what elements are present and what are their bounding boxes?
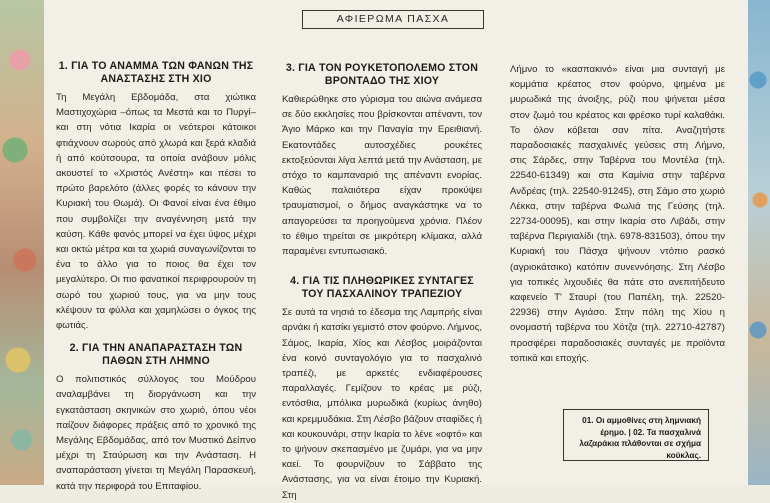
left-photo-strip: [0, 0, 44, 485]
photo-caption: 01. Οι αμμοθίνες στη λημνιακή έρημο. | 02. Τα πασχαλινά λαζαράκια πλάθονται σε σχήμα κούκλας.: [563, 409, 709, 461]
article-4-body-part1: Σε αυτά τα νησιά το έδεσμα της Λαμπρής είναι αρνάκι ή κατσίκι γεμιστό στον φούρνο. Λήμνος, Σάμος, Ικαρία, Χίος και Λέσβος μοιράζονται ένα κοινό συνταγολόγιο για το πασχαλινό τραπέζι, με αρκετές ενδιαφέρουσες παραλλαγές. Γεμίζουν το κρέας με ρύζι, εντόσθια, μπόλικα μυρωδικά (κυρίως άνηθο) και κρεμμυδάκια. Στη Λέσβο βάζουν σταφίδες ή και κουκουνάρι, στην Ικαρία το λένε «οφτό» και το ψήνουν σκεπασμένο με ζυμάρι, για να μην καεί. Το φουρνίζουν το Σάββατο της Ανάστασης, για να είναι έτοιμο την Κυριακή. Στη: [282, 307, 482, 501]
article-2-heading: 2. ΓΙΑ ΤΗΝ ΑΝΑΠΑΡΑΣΤΑΣΗ ΤΩΝ ΠΑΘΩΝ ΣΤΗ ΛΗΜΝΟ: [69, 342, 243, 368]
column-3: [510, 62, 725, 366]
column-1: [56, 60, 256, 494]
article-3-body: Καθιερώθηκε στο γύρισμα του αιώνα ανάμεσα σε δύο εκκλησίες που βρίσκονται απέναντι, τον Άγιο Μάρκο και την Παναγία την Ερειθιανή. Εκατοντάδες αυτοσχέδιες ρουκέτες εκτοξεύονται λίγα λεπτά μετά την Ανάσταση, με στόχο το καμπαναριό της απέναντι ενορίας. Καθώς παλαιότερα είχαν προκύψει τραυματισμοί, ο δήμος αναγκάστηκε να το απαγορεύσει τα προηγούμενα χρόνια. Πλέον το έθιμο τηρείται σε μικρότερη κλίμακα, αλλά παραμένει εντυπωσιακό.: [282, 94, 482, 258]
column-2: [282, 62, 482, 503]
spacer: [56, 333, 256, 342]
article-4-heading: 4. ΓΙΑ ΤΙΣ ΠΛΗΘΩΡΙΚΕΣ ΣΥΝΤΑΓΕΣ ΤΟΥ ΠΑΣΧΑΛΙΝΟΥ ΤΡΑΠΕΖΙΟΥ: [290, 275, 474, 301]
article-1-body: Τη Μεγάλη Εβδομάδα, στα χιώτικα Μαστιχοχώρια –όπως τα Μεστά και το Πυργί– και στη νότια Ικαρία οι νεότεροι κάτοικοι φτιάχνουν σωρούς από χλωρά και ξερά κλαδιά ή από κούτσουρα, τα οποία ανάβουν μόλις ακουστεί το «Χριστός Ανέστη» και πέσει το πρώτο βαρελότο (άλλες φορές το κάνουν την Κυριακή του Θωμά). Οι Φανοί είναι ένα έθιμο που συμβολίζει την αναγέννηση μετά την καύση. Κάθε φανός μπορεί να έχει ύψος μέχρι και οκτώ μέτρα και τα χωριά συναγωνίζονται το ένα το άλλο για το ποιος θα έχει τον μεγαλύτερο. Οι πιο φανατικοί περιφρουρούν τη σωρό του χωριού τους, για να μην τους κλέψουν τα φύλλα και χαμηλώσει ο όγκος της φωτιάς.: [56, 92, 256, 332]
spacer: [282, 259, 482, 275]
section-label: ΑΦΙΕΡΩΜΑ ΠΑΣΧΑ: [302, 10, 484, 29]
right-photo-strip: [748, 0, 770, 485]
article-1-heading: 1. ΓΙΑ ΤΟ ΑΝΑΜΜΑ ΤΩΝ ΦΑΝΩΝ ΤΗΣ ΑΝΑΣΤΑΣΗΣ ΣΤΗ ΧΙΟ: [58, 60, 254, 85]
article-2-body: Ο πολιτιστικός σύλλογος του Μούδρου αναλαμβάνει τη διοργάνωση και την εγκατάσταση σκηνικών στο χωριό, όπου νέοι παίζουν διάφορες πράξεις από το χρονικό της Μεγάλης Εβδομάδας, από τον Μυστικό Δείπνο μέχρι τη Σταύρωση και την Ανάσταση. Η αναπαράσταση γίνεται τη Μεγάλη Παρασκευή, κατά την περιφορά του Επιταφίου.: [56, 374, 256, 492]
article-4-body-part2: Λήμνο το «κασπακινό» είναι μια συνταγή με κομμάτια κρέατος στον φούρνο, ψημένα με μυρωδικά της άνοιξης, ρύζι που ψήνεται μέσα στον ζωμό του κρέατος και φρέσκο τυρί καλαθάκι. Το όλον κόβεται σαν πίτα. Αναζητήστε παραδοσιακές πασχαλινές γεύσεις στη Λήμνο, στις Σάρδες, στην Ταβέρνα του Μοντέλα (τηλ. 22540-61349) και στα Καμίνια στην ταβέρνα Ανδρέας (τηλ. 22540-91245), στη Σάμο στο χωριό Λέκκα, στην ταβέρνα Φωλιά της Γεύσης (τηλ. 22734-00095), και στην Ικαρία στο Λιβάδι, στην ταβέρνα Περιγιαλίδι (τηλ. 6978-831503), όπου την Κυριακή του Πάσχα ψήνουν ντόπιο ρασκό (αγριοκάτσικο) κατόπιν συνεννόησης. Στη Λέσβο για τοπικές λιχουδιές θα πάτε στο ανεπιτήδευτο καφενείο Τ' Σταυρί (του Παπέλη, τηλ. 22520-22936) στην Αγιάσο. Στην πόλη της Χίου η ονομαστή ταβέρνα του Χότζα (τηλ. 22710-42787) προσφέρει παραδοσιακές συνταγές με προϊόντα τοπικά και εποχής.: [510, 64, 725, 364]
article-3-heading: 3. ΓΙΑ ΤΟΝ ΡΟΥΚΕΤΟΠΟΛΕΜΟ ΣΤΟΝ ΒΡΟΝΤΑΔΟ ΤΗΣ ΧΙΟΥ: [285, 62, 479, 87]
